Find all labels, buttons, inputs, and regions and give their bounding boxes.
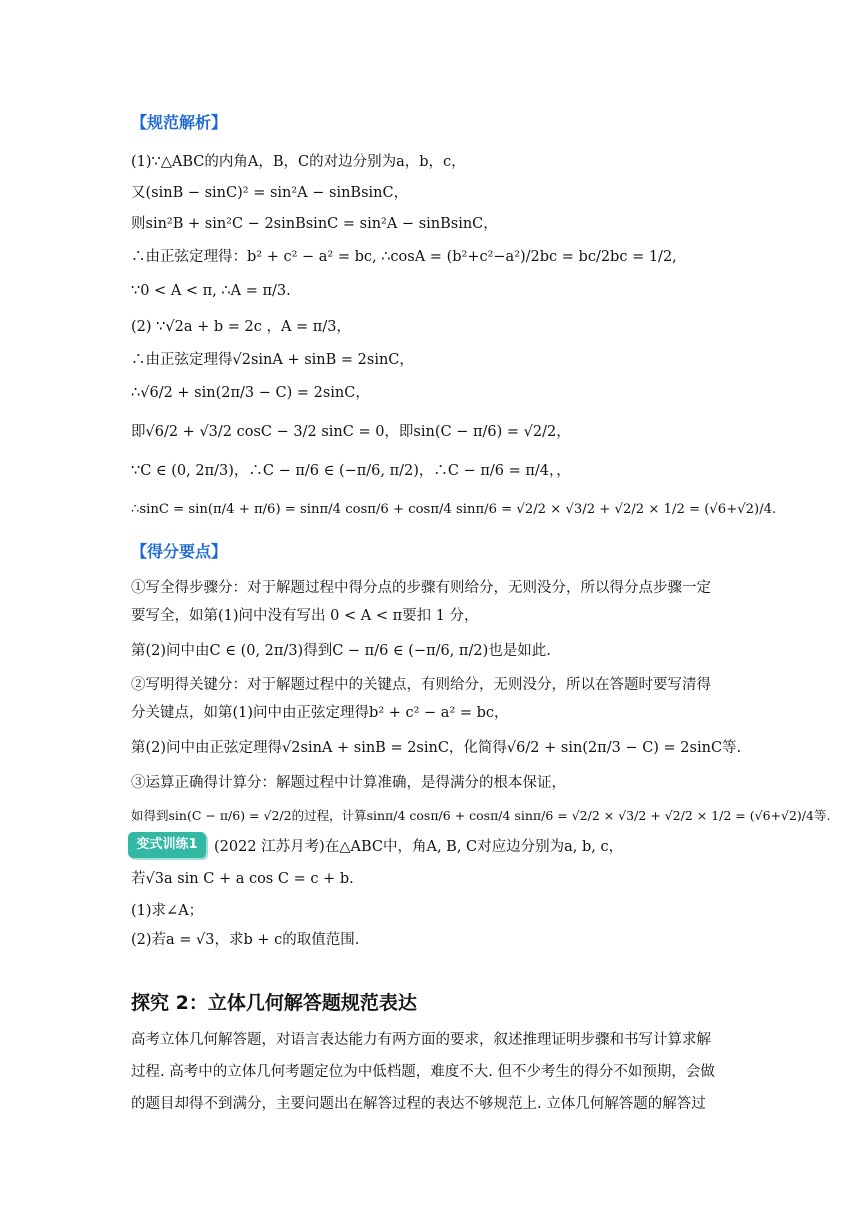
key-point-line: 如得到sin(C − π/6) = √2/2的过程，计算sinπ/4 cosπ/6 + cosπ/4 sinπ/6 = √2/2 × √3/2 + √2/2 × 1/2 = (√6+√2)/4等. xyxy=(131,808,831,823)
key-point-line: 分关键点，如第(1)问中由正弦定理得b² + c² − a² = bc， xyxy=(131,705,509,721)
analysis-line: ∴sinC = sin(π/4 + π/6) = sinπ/4 cosπ/6 + cosπ/4 sinπ/6 = √2/2 × √3/2 + √2/2 × 1/2 = (√6+√2)/4. xyxy=(131,502,777,517)
key-point-line: ①写全得步骤分：对于解题过程中得分点的步骤有则给分，无则没分，所以得分点步骤一定 xyxy=(131,580,711,596)
inquiry-title: 探究 2：立体几何解答题规范表达 xyxy=(131,992,417,1014)
exercise-badge: 变式训练1 xyxy=(128,832,206,858)
analysis-line: ∵C ∈ (0, 2π/3)，∴C − π/6 ∈ (−π/6, π/2)，∴C − π/6 = π/4，， xyxy=(131,463,571,479)
analysis-line: ∴由正弦定理得√2sinA + sinB = 2sinC， xyxy=(131,352,414,368)
inquiry-line: 过程. 高考中的立体几何考题定位为中低档题，难度不大. 但不少考生的得分不如预期，会做 xyxy=(131,1064,715,1080)
key-point-line: ③运算正确得计算分：解题过程中计算准确，是得满分的根本保证， xyxy=(131,775,566,791)
analysis-line: (1)∵△ABC的内角A，B，C的对边分别为a，b，c， xyxy=(131,154,466,170)
exercise-line: (2)若a = √3，求b + c的取值范围. xyxy=(131,932,360,948)
exercise-line: (1)求∠A； xyxy=(131,903,204,919)
exercise-first-line xyxy=(214,837,623,857)
key-point-line: 要写全，如第(1)问中没有写出 0 < A < π要扣 1 分， xyxy=(131,608,479,624)
key-point-line: 第(2)问中由C ∈ (0, 2π/3)得到C − π/6 ∈ (−π/6, π/2)也是如此. xyxy=(131,643,551,659)
analysis-line: ∴√6/2 + sin(2π/3 − C) = 2sinC， xyxy=(131,385,370,401)
exercise-source: (2022 江苏月考) xyxy=(214,839,325,855)
analysis-line: ∴由正弦定理得：b² + c² − a² = bc, ∴cosA = (b²+c²−a²)/2bc = bc/2bc = 1/2, xyxy=(131,249,677,265)
analysis-line: (2) ∵√2a + b = 2c ，A = π/3， xyxy=(131,319,351,335)
analysis-heading: 【规范解析】 xyxy=(131,113,228,132)
analysis-line: 即√6/2 + √3/2 cosC − 3/2 sinC = 0，即sin(C − π/6) = √2/2， xyxy=(131,424,571,440)
analysis-line: 则sin²B + sin²C − 2sinBsinC = sin²A − sinBsinC， xyxy=(131,216,498,232)
analysis-line: 又(sinB − sinC)² = sin²A − sinBsinC， xyxy=(131,185,409,201)
analysis-line: ∵0 < A < π, ∴A = π/3. xyxy=(131,283,291,299)
exercise-line: 若√3a sin C + a cos C = c + b. xyxy=(131,871,354,887)
key-point-line: 第(2)问中由正弦定理得√2sinA + sinB = 2sinC，化简得√6/2 + sin(2π/3 − C) = 2sinC等. xyxy=(131,740,742,756)
inquiry-line: 的题目却得不到满分，主要问题出在解答过程的表达不够规范上. 立体几何解答题的解答过 xyxy=(131,1096,706,1112)
key-point-line: ②写明得关键分：对于解题过程中的关键点，有则给分，无则没分，所以在答题时要写清得 xyxy=(131,677,711,693)
inquiry-line: 高考立体几何解答题，对语言表达能力有两方面的要求，叙述推理证明步骤和书写计算求解 xyxy=(131,1032,711,1048)
key-points-heading: 【得分要点】 xyxy=(131,542,228,561)
exercise-line: 在△ABC中，角A, B, C对应边分别为a, b, c， xyxy=(324,839,624,855)
